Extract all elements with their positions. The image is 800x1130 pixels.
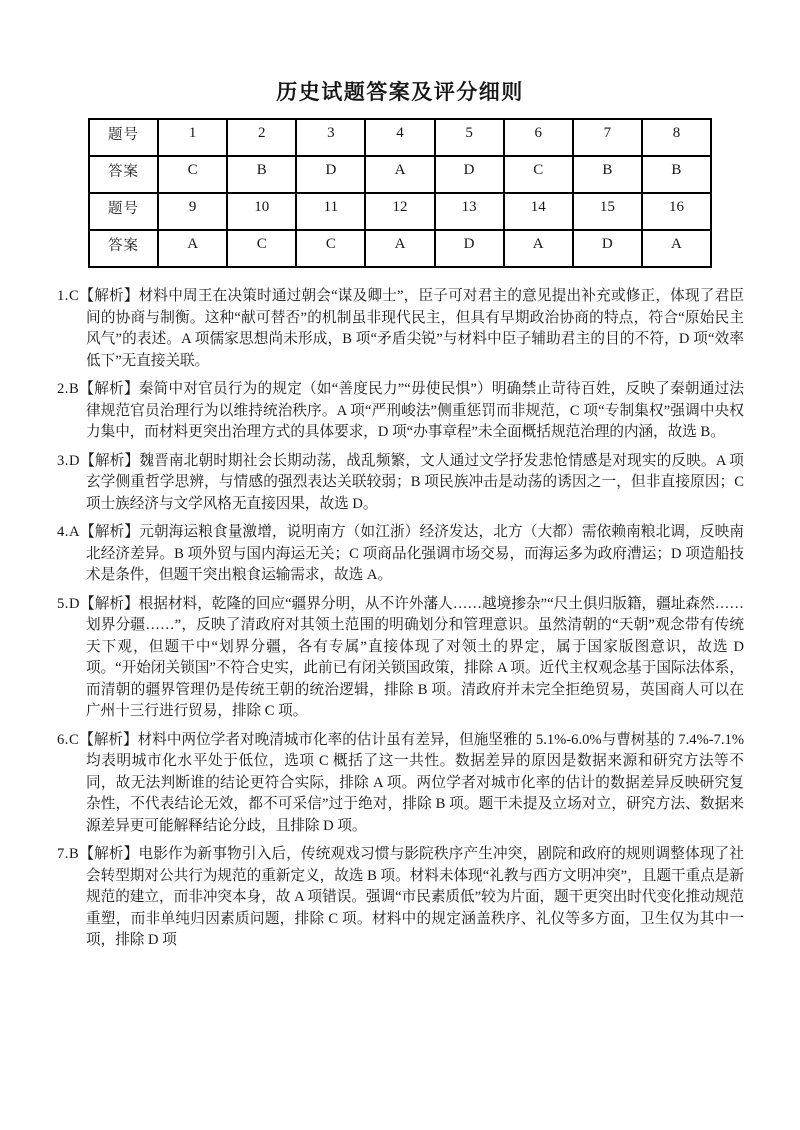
explanation-label: 【解析】 bbox=[80, 524, 140, 540]
answer-cell: B bbox=[573, 156, 642, 193]
page-title: 历史试题答案及评分细则 bbox=[276, 80, 524, 104]
table-row bbox=[89, 119, 711, 156]
table-row bbox=[89, 230, 711, 267]
explanation-item-4 bbox=[57, 522, 744, 587]
explanation-text: 电影作为新事物引入后，传统观戏习惯与影院秩序产生冲突，剧院和政府的规则调整体现了社会转型期对公共行为规范的重新定义，故选 B 项。材料未体现“礼教与西方文明冲突”，且题干重点是新规范的建立，而非冲突本身，故 A 项错误。强调“市民素质低”较为片面，题干更突出时代变化推动规范重塑，而非单纯归因素质问题，排除 C 项。材料中的规定涵盖秩序、礼仪等多方面，卫生仅为其中一项，排除 D 项 bbox=[86, 846, 744, 948]
question-number-cell: 15 bbox=[573, 193, 642, 230]
question-number-cell: 14 bbox=[504, 193, 573, 230]
question-number-cell: 16 bbox=[642, 193, 711, 230]
answer-cell: C bbox=[504, 156, 573, 193]
question-number-cell: 12 bbox=[365, 193, 434, 230]
question-number-cell: 9 bbox=[158, 193, 227, 230]
explanation-id: 7.B bbox=[57, 846, 80, 862]
answer-table bbox=[88, 118, 712, 268]
question-number-cell: 8 bbox=[642, 119, 711, 156]
explanation-text: 魏晋南北朝时期社会长期动荡，战乱频繁，文人通过文学抒发悲怆情感是对现实的反映。A 项玄学侧重哲学思辨，与情感的强烈表达关联较弱；B 项民族冲击是动荡的诱因之一，但非直接原因；C 项士族经济与文学风格无直接因果，故选 D。 bbox=[86, 452, 744, 512]
explanation-id: 3.D bbox=[57, 452, 80, 469]
answer-cell: D bbox=[296, 156, 365, 193]
explanations-section bbox=[57, 286, 744, 952]
question-number-cell: 7 bbox=[573, 119, 642, 156]
row-header-cell: 答案 bbox=[89, 230, 158, 267]
explanation-text: 材料中两位学者对晚清城市化率的估计虽有差异，但施坚雅的 5.1%-6.0%与曹树基的 7.4%-7.1%均表明城市化水平处于低位，选项 C 概括了这一共性。数据差异的原因是数据来源和研究方法等不同，故无法判断谁的结论更符合实际，排除 A 项。两位学者对城市化率的估计的数据差异反映研究复杂性，不代表结论无效，都不可采信”过于绝对，排除 B 项。题干未提及立场对立，研究方法、数据来源差异更可能解释结论分歧，且排除 D 项。 bbox=[86, 731, 744, 834]
answer-cell: A bbox=[365, 156, 434, 193]
explanation-label: 【解析】 bbox=[80, 452, 140, 469]
answer-cell: A bbox=[365, 230, 434, 267]
explanation-id: 2.B bbox=[57, 381, 80, 397]
row-header-cell: 题号 bbox=[89, 193, 158, 230]
explanation-id: 5.D bbox=[57, 595, 80, 612]
explanation-item-1 bbox=[57, 286, 744, 372]
answer-cell: A bbox=[158, 230, 227, 267]
answer-cell: D bbox=[435, 156, 504, 193]
answer-cell: A bbox=[642, 230, 711, 267]
explanation-label: 【解析】 bbox=[79, 731, 138, 748]
question-number-cell: 6 bbox=[504, 119, 573, 156]
row-header-cell: 答案 bbox=[89, 156, 158, 193]
question-number-cell: 13 bbox=[435, 193, 504, 230]
row-header-cell: 题号 bbox=[89, 119, 158, 156]
explanation-text: 秦简中对官员行为的规定（如“善度民力”“毋使民惧”）明确禁止苛待百姓，反映了秦朝通过法律规范官员治理行为以维持统治秩序。A 项“严刑峻法”侧重惩罚而非规范，C 项“专制集权”强调中央权力集中，而材料更突出治理方式的具体要求，D 项“办事章程”未全面概括规范治理的内涵，故选 B。 bbox=[86, 381, 744, 440]
explanation-item-7 bbox=[57, 844, 744, 952]
explanation-text: 材料中周王在决策时通过朝会“谋及卿士”，臣子可对君主的意见提出补充或修正，体现了君臣间的协商与制衡。这种“献可替否”的机制虽非现代民主，但具有早期政治协商的特点，符合“原始民主风气”的表述。A 项儒家思想尚未形成，B 项“矛盾尖锐”与材料中臣子辅助君主的目的不符，D 项“效率低下”无直接关联。 bbox=[86, 288, 744, 369]
question-number-cell: 5 bbox=[435, 119, 504, 156]
explanation-label: 【解析】 bbox=[79, 288, 139, 304]
question-number-cell: 3 bbox=[296, 119, 365, 156]
question-number-cell: 1 bbox=[158, 119, 227, 156]
answer-cell: C bbox=[227, 230, 296, 267]
question-number-cell: 4 bbox=[365, 119, 434, 156]
explanation-item-6 bbox=[57, 730, 744, 838]
answer-cell: D bbox=[573, 230, 642, 267]
question-number-cell: 10 bbox=[227, 193, 296, 230]
explanation-id: 6.C bbox=[57, 731, 80, 748]
answer-cell: B bbox=[227, 156, 296, 193]
explanation-id: 1.C bbox=[57, 288, 80, 304]
explanation-label: 【解析】 bbox=[79, 846, 139, 862]
explanation-item-3 bbox=[57, 451, 744, 516]
explanation-text: 根据材料，乾隆的回应“疆界分明，从不许外藩人……越境掺杂”“尺土俱归版籍，疆址森然……划界分疆……”，反映了清政府对其领土范围的明确划分和管理意识。虽然清朝的“天朝”观念带有传统天下观，但题干中“划界分疆，各有专属”直接体现了对领土的界定，属于国家版图意识，故选 D 项。“开始闭关锁国”不符合史实，此前已有闭关锁国政策，排除 A 项。近代主权观念基于国际法体系，而清朝的疆界管理仍是传统王朝的统治逻辑，排除 B 项。清政府并未完全拒绝贸易，英国商人可以在广州十三行进行贸易，排除 C 项。 bbox=[86, 595, 744, 719]
answer-cell: D bbox=[435, 230, 504, 267]
answer-cell: C bbox=[296, 230, 365, 267]
answer-cell: B bbox=[642, 156, 711, 193]
answer-cell: A bbox=[504, 230, 573, 267]
table-row bbox=[89, 193, 711, 230]
answer-cell: C bbox=[158, 156, 227, 193]
explanation-label: 【解析】 bbox=[80, 595, 139, 612]
explanation-item-5 bbox=[57, 594, 744, 723]
explanation-label: 【解析】 bbox=[79, 381, 139, 397]
explanation-id: 4.A bbox=[57, 524, 80, 540]
question-number-cell: 2 bbox=[227, 119, 296, 156]
table-row bbox=[89, 156, 711, 193]
explanation-item-2 bbox=[57, 379, 744, 444]
question-number-cell: 11 bbox=[296, 193, 365, 230]
explanation-text: 元朝海运粮食量激增，说明南方（如江浙）经济发达，北方（大都）需依赖南粮北调，反映南北经济差异。B 项外贸与国内海运无关；C 项商品化强调市场交易，而海运多为政府漕运；D 项造船技术是条件，但题干突出粮食运输需求，故选 A。 bbox=[86, 524, 744, 583]
